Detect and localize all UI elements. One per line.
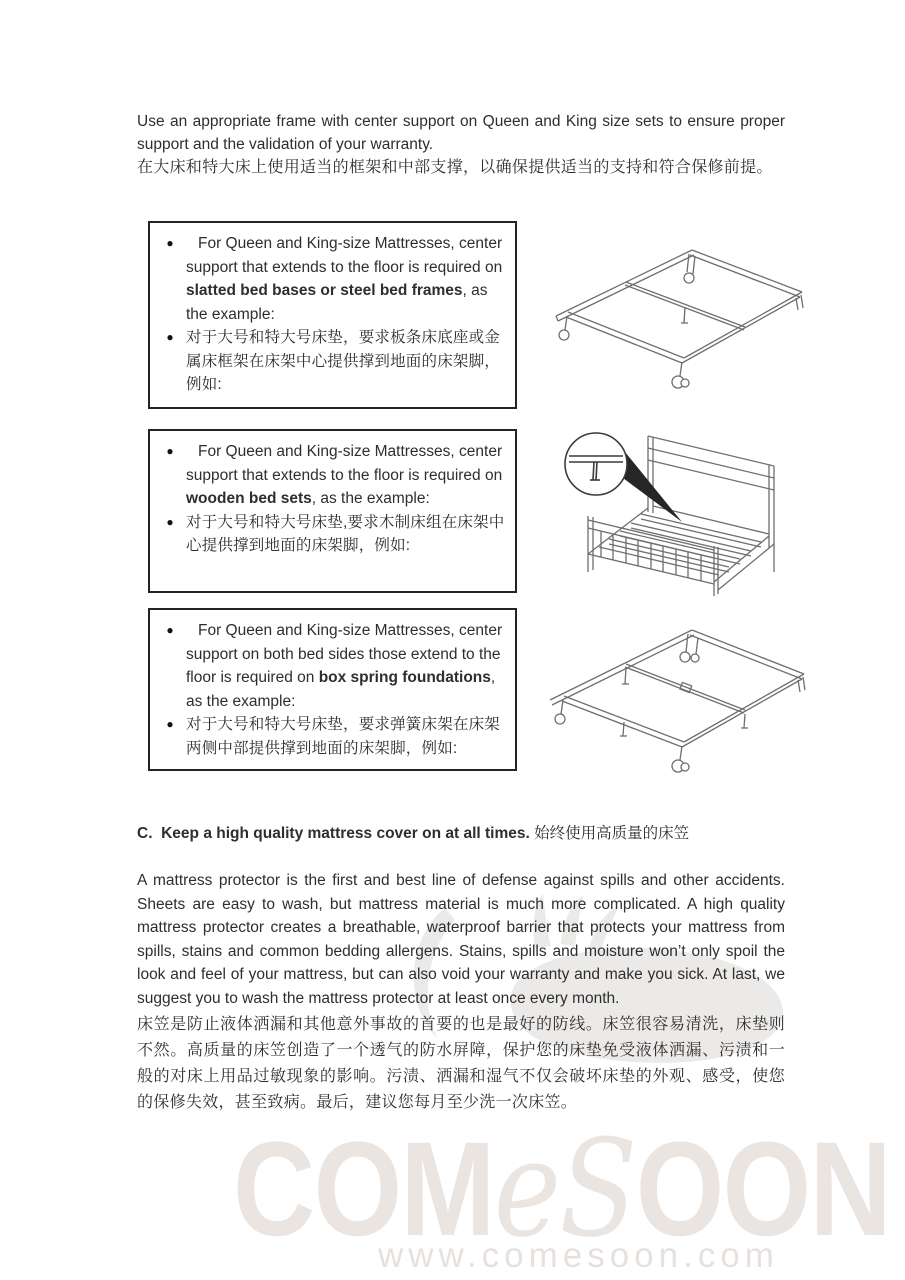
box2-chinese-text: 对于大号和特大号床垫,要求木制床组在床架中心提供撑到地面的床架脚，例如: xyxy=(186,513,505,554)
steel-bed-frame-illustration xyxy=(552,230,816,394)
website-watermark: www.comesoon.com xyxy=(378,1236,779,1275)
list-item xyxy=(154,440,507,511)
bullet-icon: ● xyxy=(166,444,174,458)
intro-chinese-text: 在大床和特大床上使用适当的框架和中部支撑，以确保提供适当的支持和符合保修前提。 xyxy=(137,159,773,176)
list-item xyxy=(154,232,507,326)
watermark-script-s: S xyxy=(559,1111,636,1267)
box2-english-text: For Queen and King-size Mattresses, center support that extends to the floor is required on wooden bed sets, as the example: xyxy=(186,443,503,507)
list-item xyxy=(154,713,507,760)
list-item xyxy=(154,619,507,713)
bullet-icon: ● xyxy=(166,514,174,529)
bullet-icon: ● xyxy=(166,623,174,637)
box3-english-text: For Queen and King-size Mattresses, center support on both bed sides those extend to the floor is required on box spring foundations, as the example: xyxy=(186,622,503,710)
mattress-protector-paragraph xyxy=(137,869,785,1116)
box1-english-text: For Queen and King-size Mattresses, center support that extends to the floor is required on slatted bed bases or steel bed frames, as the example: xyxy=(186,235,503,323)
watermark-part: COM xyxy=(233,1115,494,1264)
intro-paragraph xyxy=(137,110,785,179)
watermark-part: OON xyxy=(635,1115,891,1264)
wooden-bed-icon xyxy=(552,420,804,596)
info-box-wooden-bed-sets xyxy=(148,429,517,593)
steel-bed-frame-icon xyxy=(552,230,816,394)
info-box-steel-bed-frames xyxy=(148,221,517,409)
bullet-icon: ● xyxy=(166,330,174,344)
box1-chinese-text: 对于大号和特大号床垫，要求板条床底座或金属床框架在床架中心提供撑到地面的床架脚，例如: xyxy=(186,329,501,393)
info-box-box-spring-foundations xyxy=(148,608,517,771)
body-english-text: A mattress protector is the first and best line of defense against spills and other accidents. Sheets are easy to wash, but mattress material is much more complicated. A high quality mattress protector creates a breathable, waterproof barrier that protects your mattress from spills, stains and common bedding allergens. Stains, spills and moisture won’t only spoil the look and feel of your mattress, but can also void your warranty and make you sick. At last, we suggest you to wash the mattress protector at least once every month. xyxy=(137,872,785,1007)
bullet-icon: ● xyxy=(166,717,174,731)
body-chinese-text: 床笠是防止液体洒漏和其他意外事故的首要的也是最好的防线。床笠很容易清洗，床垫则不然。高质量的床笠创造了一个透气的防水屏障，保护您的床垫免受液体洒漏、污渍和一般的对床上用品过敏现象的影响。污渍、洒漏和湿气不仅会破坏床垫的外观、感受，使您的保修失效，甚至致病。最后，建议您每月至少洗一次床笠。 xyxy=(137,1016,785,1111)
wooden-bed-illustration xyxy=(552,420,804,596)
watermark-script-e: e xyxy=(493,1111,560,1267)
list-item xyxy=(154,326,507,397)
magnifier-circle-icon xyxy=(565,433,627,495)
section-c-heading: C. Keep a high quality mattress cover on at all times. 始终使用高质量的床笠 xyxy=(137,825,690,842)
bullet-icon: ● xyxy=(166,236,174,250)
box-spring-frame-icon xyxy=(546,612,820,776)
box3-chinese-text: 对于大号和特大号床垫，要求弹簧床架在床架两侧中部提供撑到地面的床架脚，例如: xyxy=(186,716,501,757)
list-item xyxy=(154,511,507,558)
box-spring-frame-illustration xyxy=(546,612,820,776)
intro-english-text: Use an appropriate frame with center support on Queen and King size sets to ensure proper support and the validation of your warranty. xyxy=(137,113,785,153)
